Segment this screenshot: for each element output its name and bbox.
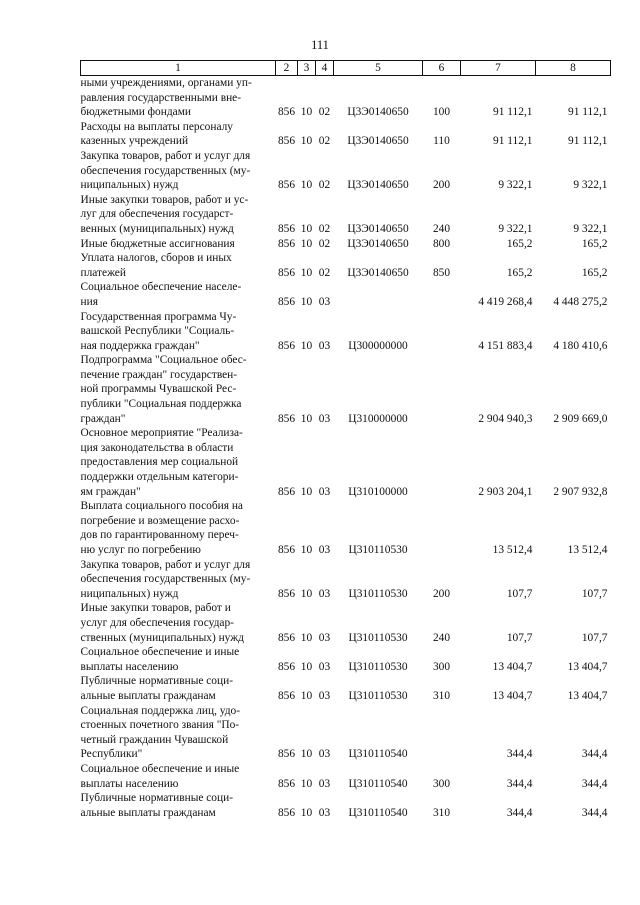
target-article-code: Ц3Э0140650: [347, 106, 409, 119]
row-description: Публичные нормативные соци- альные выплаты гражданам: [80, 792, 233, 819]
subsection-code: 02: [318, 266, 331, 279]
subsection-code: 03: [318, 660, 331, 673]
ministry-code: 856: [277, 587, 296, 600]
amount-year-1: 4 151 883,4: [478, 339, 533, 352]
table-row: [81, 645, 611, 674]
amount-year-2: 4 180 410,6: [553, 339, 608, 352]
target-article-code: Ц310110530: [348, 544, 408, 556]
amount-year-2: 4 448 275,2: [553, 295, 608, 308]
section-code: 10: [300, 631, 313, 644]
row-description: Подпрограмма "Социальное обес- печение граждан" государствен- ной программы Чувашской Рес- публики "Социальная поддержка граждан": [80, 354, 247, 425]
row-description: Публичные нормативные соци- альные выплаты гражданам: [80, 675, 233, 702]
table-row: [81, 426, 611, 499]
section-code: 10: [300, 748, 313, 761]
amount-year-1: 2 904 940,3: [478, 412, 533, 425]
target-article-code: Ц3Э0140650: [347, 237, 409, 250]
expense-type-code: 310: [432, 806, 451, 819]
amount-year-2: 2 907 932,8: [553, 485, 608, 498]
section-code: 10: [300, 106, 313, 119]
target-article-code: Ц310110530: [348, 631, 408, 644]
row-description: Социальное обеспечение и иные выплаты населению: [80, 762, 240, 790]
table-row: [81, 558, 611, 602]
table-row: [81, 76, 611, 120]
table-row: [81, 251, 611, 280]
ministry-code: 856: [277, 631, 296, 644]
row-description: Иные закупки товаров, работ и услуг для обеспечения государ- ственных (муниципальных) нужд: [80, 602, 244, 644]
expense-type-code: 110: [433, 135, 450, 148]
expense-type-code: [423, 499, 461, 557]
header-cell-2: 2: [276, 61, 298, 76]
subsection-code: 02: [318, 222, 331, 235]
row-description: Государственная программа Чу- вашской Республики "Социаль- ная поддержка граждан": [80, 310, 237, 352]
ministry-code: 856: [277, 339, 296, 352]
expense-type-code: 240: [432, 222, 451, 235]
amount-year-1: 107,7: [506, 587, 533, 600]
subsection-code: 02: [318, 106, 331, 119]
table-row: [81, 353, 611, 426]
ministry-code: 856: [277, 485, 296, 498]
section-code: 10: [300, 806, 313, 819]
section-code: 10: [300, 485, 313, 498]
amount-year-1: 13 512,4: [492, 544, 533, 556]
section-code: 10: [300, 660, 313, 673]
section-code: 10: [300, 339, 313, 352]
row-description: ными учреждениями, органами уп- равления государственными вне- бюджетными фондами: [80, 77, 252, 119]
amount-year-2: 13 404,7: [567, 660, 608, 673]
amount-year-2: 91 112,1: [568, 106, 608, 119]
expense-type-code: 300: [432, 777, 451, 790]
amount-year-1: 91 112,1: [493, 135, 533, 148]
ministry-code: 856: [277, 237, 296, 250]
table-row: [81, 499, 611, 557]
target-article-code: Ц3Э0140650: [347, 222, 409, 235]
target-article-code: [334, 280, 423, 309]
subsection-code: 03: [318, 806, 331, 819]
section-code: 10: [300, 587, 313, 600]
target-article-code: Ц310110530: [348, 587, 408, 600]
table-row: [81, 280, 611, 309]
amount-year-1: 91 112,1: [493, 106, 533, 119]
expense-type-code: 850: [432, 266, 451, 279]
section-code: 10: [300, 266, 313, 279]
amount-year-1: 165,2: [506, 266, 533, 279]
section-code: 10: [300, 179, 313, 192]
ministry-code: 856: [277, 222, 296, 235]
target-article-code: Ц3Э0140650: [347, 135, 409, 148]
table-row: [81, 704, 611, 762]
ministry-code: 856: [277, 806, 296, 819]
amount-year-2: 2 909 669,0: [553, 412, 608, 425]
subsection-code: 03: [318, 777, 331, 790]
section-code: 10: [300, 295, 313, 308]
subsection-code: 02: [318, 179, 331, 192]
target-article-code: Ц3Э0140650: [347, 179, 409, 192]
row-description: Расходы на выплаты персоналу казенных учреждений: [80, 120, 233, 148]
amount-year-1: 4 419 268,4: [478, 295, 533, 308]
section-code: 10: [300, 237, 313, 250]
amount-year-1: 9 322,1: [498, 179, 533, 192]
expense-type-code: 100: [432, 106, 451, 119]
row-description: Закупка товаров, работ и услуг для обеспечения государственных (му- ниципальных) нужд: [80, 149, 251, 192]
budget-table: [80, 60, 611, 820]
row-description: Иные закупки товаров, работ и ус- луг для обеспечения государст- венных (муниципальных) нужд: [80, 193, 249, 235]
target-article-code: Ц3Э0140650: [347, 266, 409, 279]
row-description: Иные бюджетные ассигнования: [80, 237, 235, 250]
row-description: Уплата налогов, сборов и иных платежей: [80, 252, 232, 279]
expense-type-code: [423, 426, 461, 499]
amount-year-1: 107,7: [506, 631, 533, 644]
target-article-code: Ц310110540: [348, 748, 408, 761]
table-row: [81, 791, 611, 820]
expense-type-code: 300: [432, 660, 451, 673]
header-cell-3: 3: [298, 61, 316, 76]
header-cell-1: 1: [81, 61, 276, 76]
target-article-code: Ц310110530: [348, 660, 408, 673]
amount-year-2: 91 112,1: [568, 135, 608, 148]
expense-type-code: 310: [432, 689, 451, 702]
table-row: [81, 601, 611, 645]
subsection-code: 03: [318, 544, 331, 556]
subsection-code: 03: [318, 485, 331, 498]
amount-year-1: 13 404,7: [492, 660, 533, 673]
subsection-code: 03: [318, 295, 331, 308]
section-code: 10: [300, 222, 313, 235]
section-code: 10: [300, 135, 313, 148]
section-code: 10: [300, 544, 313, 556]
target-article-code: Ц310100000: [348, 485, 408, 498]
header-cell-4: 4: [316, 61, 334, 76]
page-number: 111: [311, 38, 329, 52]
amount-year-1: 344,4: [506, 806, 533, 819]
section-code: 10: [300, 412, 313, 425]
expense-type-code: [423, 310, 461, 354]
amount-year-1: 344,4: [506, 777, 533, 790]
target-article-code: Ц310110540: [348, 777, 408, 790]
ministry-code: 856: [277, 689, 296, 702]
table-row: [81, 193, 611, 237]
ministry-code: 856: [277, 106, 296, 119]
target-article-code: Ц310110540: [348, 806, 408, 819]
table-row: [81, 120, 611, 149]
amount-year-1: 13 404,7: [492, 689, 533, 702]
row-description: Основное мероприятие "Реализа- ция законодательства в области предоставления мер социальной поддержки отдельным категори- ям граждан": [80, 427, 243, 498]
amount-year-1: 344,4: [506, 748, 533, 761]
target-article-code: Ц310000000: [348, 412, 408, 425]
subsection-code: 03: [318, 587, 331, 600]
amount-year-2: 13 404,7: [567, 689, 608, 702]
row-description: Социальное обеспечение населе- ния: [80, 281, 242, 308]
header-row: [81, 61, 611, 76]
ministry-code: 856: [277, 266, 296, 279]
ministry-code: 856: [277, 135, 296, 148]
header-cell-7: 7: [461, 61, 536, 76]
subsection-code: 03: [318, 689, 331, 702]
amount-year-2: 9 322,1: [573, 179, 608, 192]
amount-year-2: 9 322,1: [573, 222, 608, 235]
amount-year-2: 165,2: [581, 237, 608, 250]
amount-year-2: 107,7: [581, 631, 608, 644]
subsection-code: 03: [318, 339, 331, 352]
row-description: Закупка товаров, работ и услуг для обеспечения государственных (му- ниципальных) нужд: [80, 558, 251, 600]
subsection-code: 02: [318, 135, 331, 148]
table-row: [81, 237, 611, 252]
amount-year-2: 344,4: [581, 806, 608, 819]
expense-type-code: 200: [432, 179, 451, 192]
row-description: Социальное обеспечение и иные выплаты населению: [80, 646, 240, 673]
amount-year-1: 165,2: [506, 237, 533, 250]
table-row: [81, 149, 611, 193]
subsection-code: 03: [318, 412, 331, 425]
subsection-code: 03: [318, 631, 331, 644]
amount-year-2: 107,7: [581, 587, 608, 600]
header-cell-8: 8: [536, 61, 611, 76]
header-cell-5: 5: [334, 61, 423, 76]
target-article-code: Ц310110530: [348, 689, 408, 702]
ministry-code: 856: [277, 777, 296, 790]
subsection-code: 03: [318, 748, 331, 761]
amount-year-2: 13 512,4: [567, 544, 608, 556]
amount-year-1: 9 322,1: [498, 222, 533, 235]
ministry-code: 856: [277, 179, 296, 192]
subsection-code: 02: [318, 237, 331, 250]
expense-type-code: [423, 704, 461, 762]
expense-type-code: [423, 353, 461, 426]
section-code: 10: [300, 689, 313, 702]
ministry-code: 856: [277, 544, 296, 556]
amount-year-2: 344,4: [581, 748, 608, 761]
ministry-code: 856: [277, 412, 296, 425]
amount-year-2: 165,2: [581, 266, 608, 279]
expense-type-code: 200: [432, 587, 451, 600]
row-description: Социальная поддержка лиц, удо- стоенных почетного звания "По- четный гражданин Чувашской Республики": [80, 704, 241, 761]
expense-type-code: 800: [432, 237, 451, 250]
section-code: 10: [300, 777, 313, 790]
table-row: [81, 310, 611, 354]
table-row: [81, 674, 611, 703]
ministry-code: 856: [277, 660, 296, 673]
expense-type-code: 240: [432, 631, 451, 644]
row-description: Выплата социального пособия на погребение и возмещение расхо- дов по гарантированному переч- ню услуг по погребению: [80, 500, 243, 556]
expense-type-code: [423, 280, 461, 309]
table-row: [81, 762, 611, 791]
target-article-code: Ц300000000: [348, 339, 408, 352]
ministry-code: 856: [277, 748, 296, 761]
amount-year-1: 2 903 204,1: [478, 485, 533, 498]
amount-year-2: 344,4: [581, 777, 608, 790]
ministry-code: 856: [277, 295, 296, 308]
header-cell-6: 6: [423, 61, 461, 76]
